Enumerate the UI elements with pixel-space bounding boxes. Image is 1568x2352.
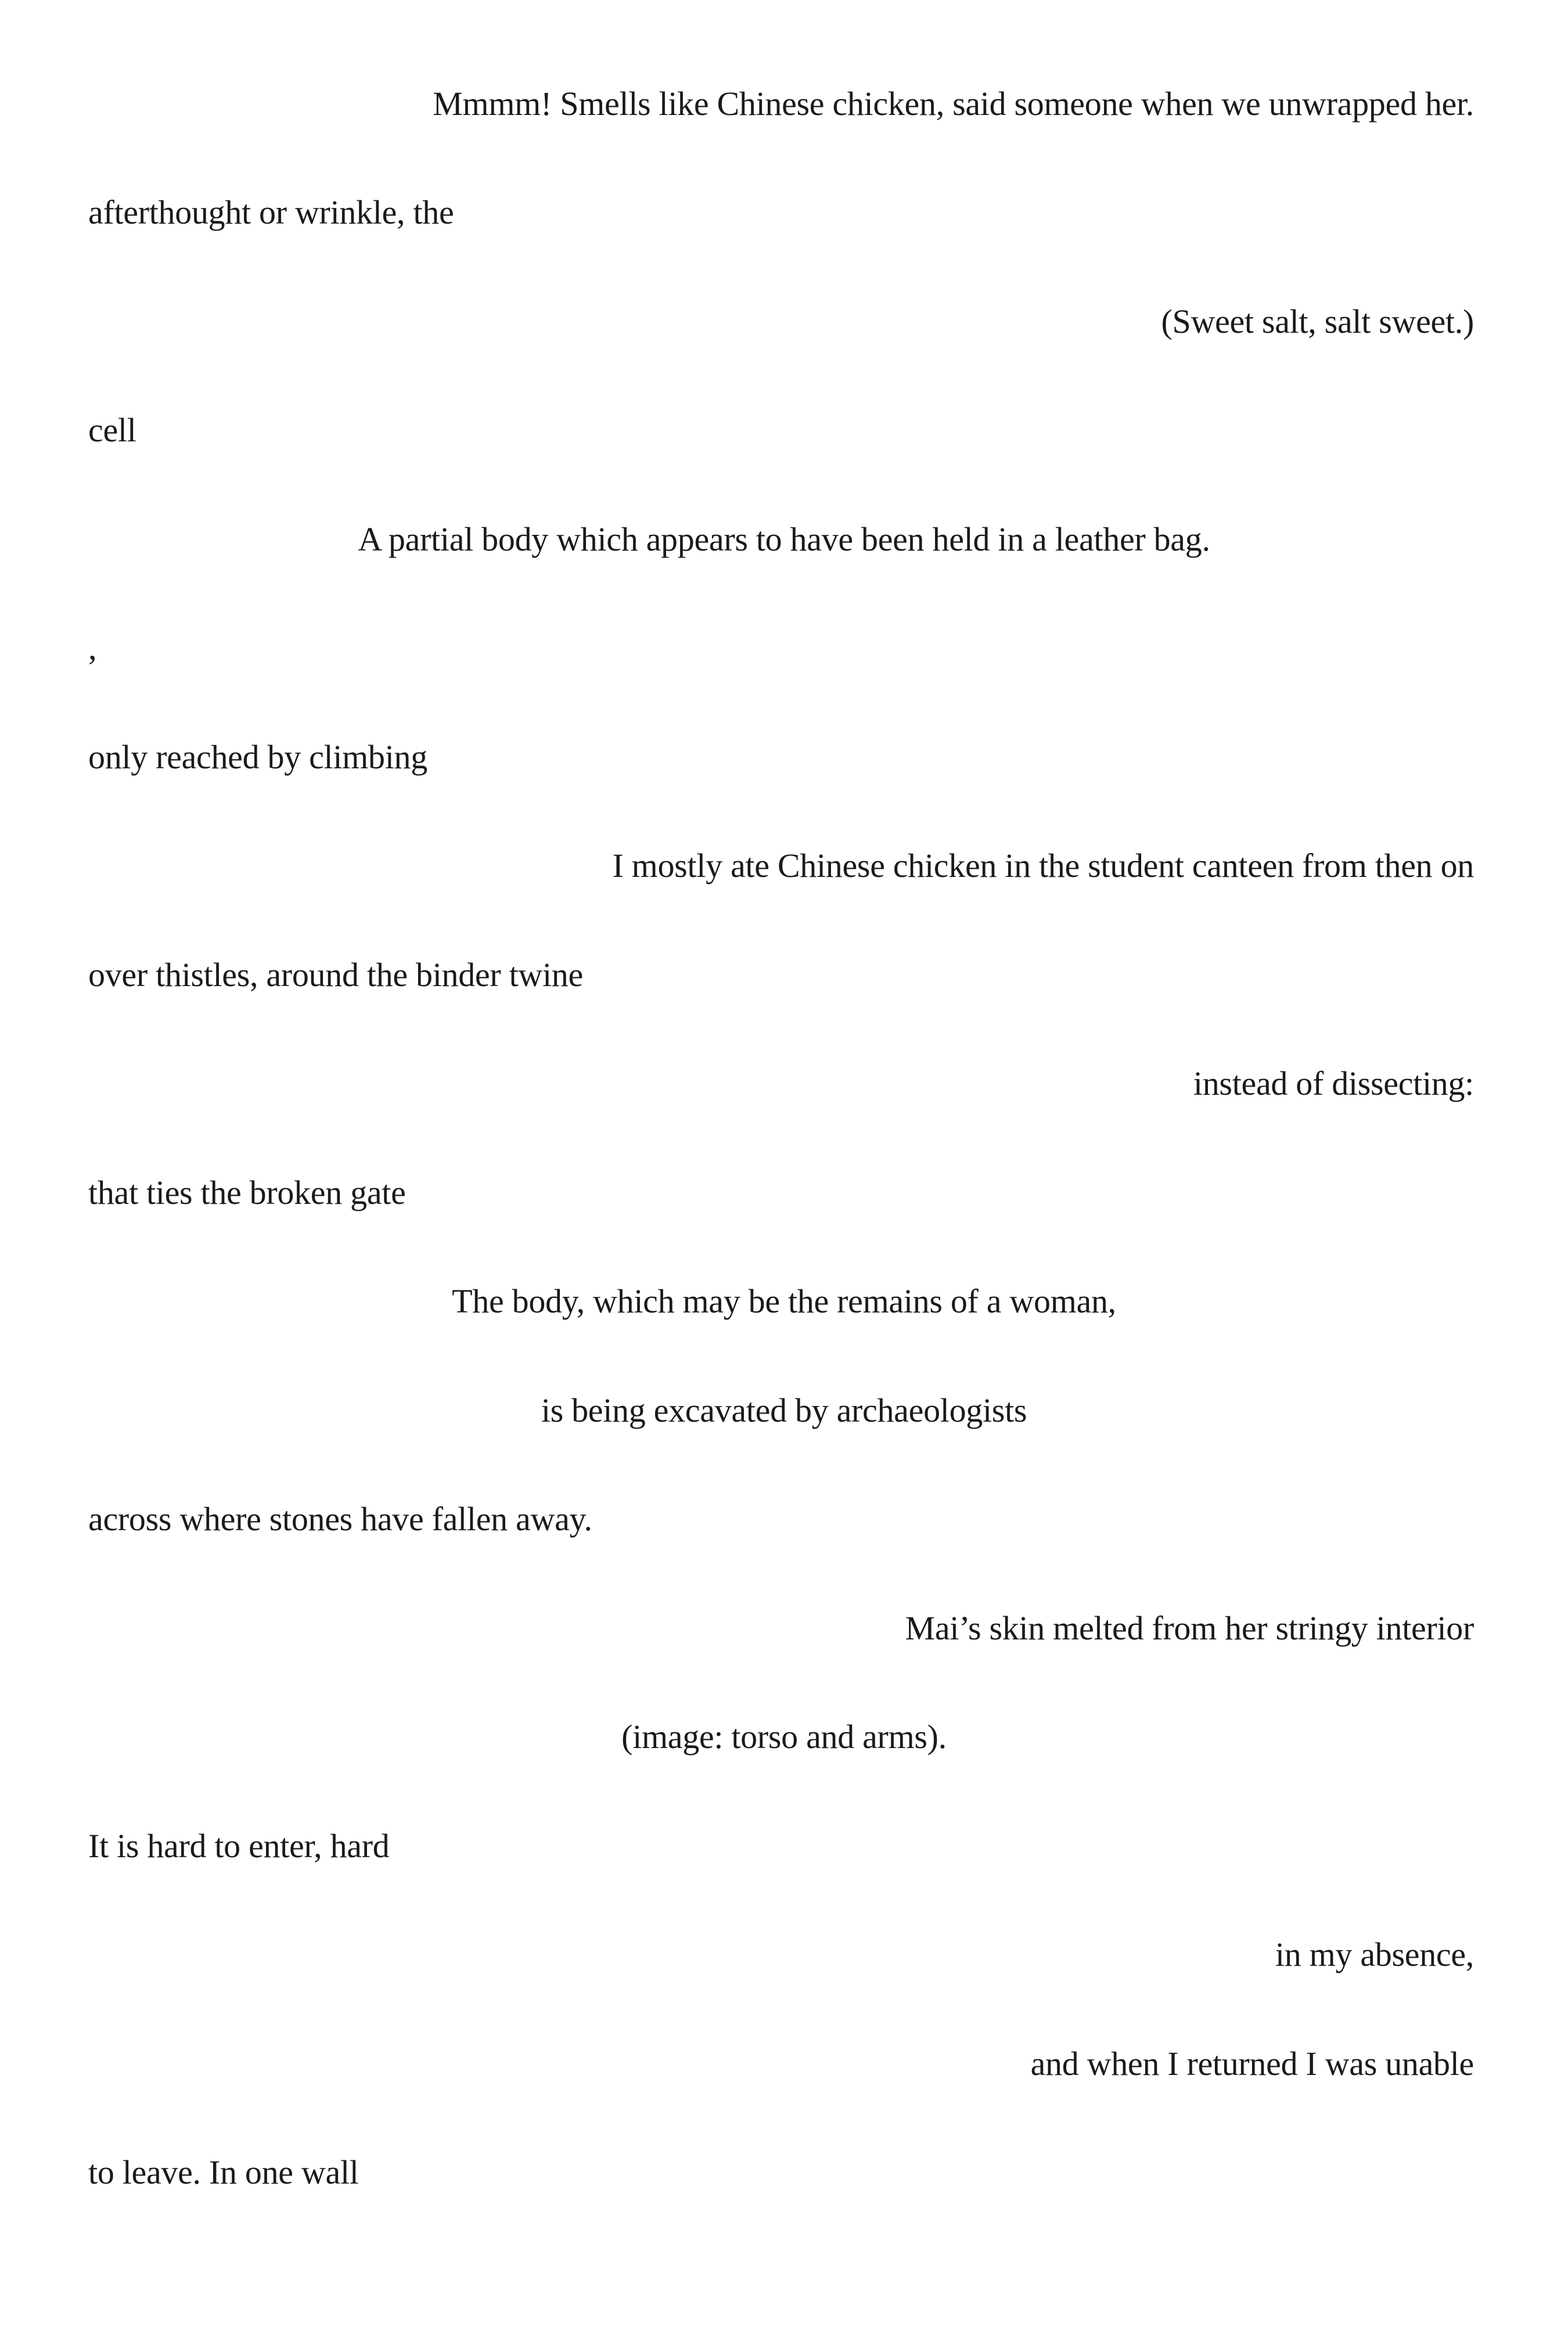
poem-line-6: , [88,629,97,667]
poem-line-3: (Sweet salt, salt sweet.) [1161,303,1474,340]
poem-line-5: A partial body which appears to have been held in a leather bag. [358,520,1210,558]
poem-line-14: across where stones have fallen away. [88,1500,592,1538]
poem-line-4: cell [88,411,136,449]
poem-line-18: in my absence, [1275,1936,1474,1973]
poem-line-13: is being excavated by archaeologists [541,1391,1027,1429]
poem-line-17: It is hard to enter, hard [88,1827,390,1865]
poem-line-9: over thistles, around the binder twine [88,956,583,994]
poem-line-10: instead of dissecting: [1193,1064,1474,1102]
poem-line-19: and when I returned I was unable [1030,2045,1474,2083]
poem-line-15: Mai’s skin melted from her stringy interior [905,1609,1474,1647]
poem-line-7: only reached by climbing [88,738,427,776]
poem-line-12: The body, which may be the remains of a woman, [452,1282,1116,1320]
poem-line-11: that ties the broken gate [88,1174,406,1211]
poem-line-1: Mmmm! Smells like Chinese chicken, said someone when we unwrapped her. [433,85,1474,123]
poem-line-16: (image: torso and arms). [621,1718,947,1756]
poem-line-2: afterthought or wrinkle, the [88,193,454,231]
poem-line-8: I mostly ate Chinese chicken in the student canteen from then on [612,847,1474,884]
poem-line-20: to leave. In one wall [88,2153,359,2191]
